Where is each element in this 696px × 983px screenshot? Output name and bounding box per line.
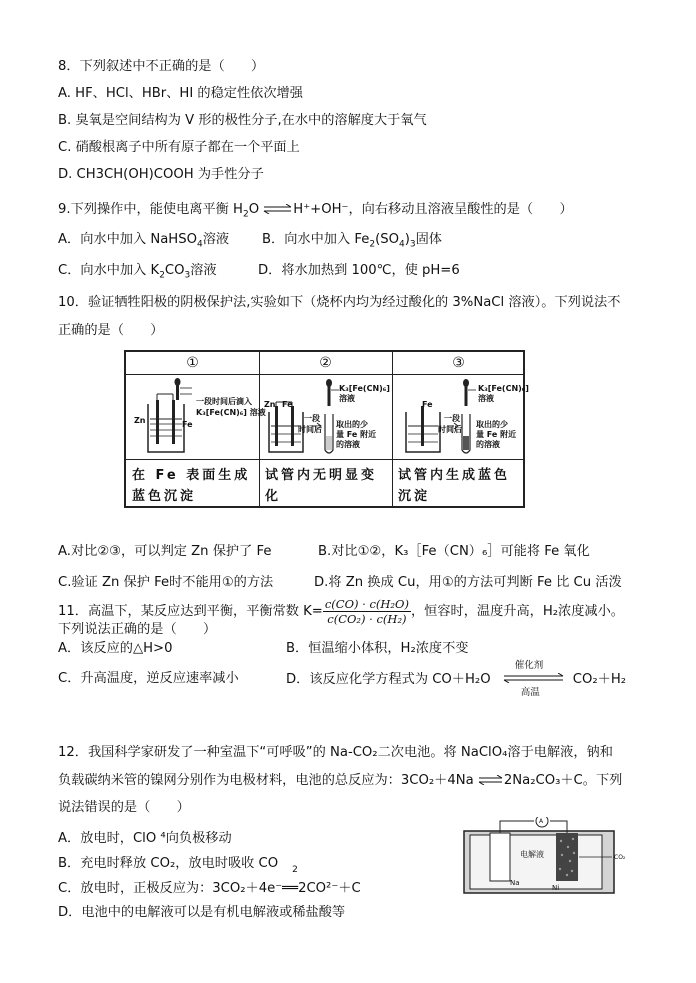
label-sample: 的溶液 (336, 440, 360, 449)
q8-stem: 8．下列叙述中不正确的是（ ） (58, 59, 265, 74)
experiment-number: ② (319, 355, 332, 371)
equilibrium-constant-fraction: $\frac{\text{c(CO) · c(H₂O)}}{\text{c(CO₂) · c(H₂)}}$ (324, 596, 409, 626)
q10-option-a: A.对比②③，可以判定 Zn 保护了 Fe (58, 544, 272, 559)
label-sample: 量 Fe 附近 (336, 430, 377, 439)
equilibrium-arrow-icon (503, 673, 565, 683)
q12-stem-line3: 说法错误的是（ ） (58, 800, 190, 815)
electrolyte-label: 电解液 (520, 850, 544, 859)
equilibrium-arrow-icon (478, 775, 504, 785)
q12-stem-line1: 12．我国科学家研发了一种室温下“可呼吸”的 Na-CO₂二次电池。将 NaClO₄溶于电解液，钠和 (58, 745, 613, 760)
label-fe: Fe (182, 420, 193, 429)
q9-option-b: B．向水中加入 $Fe_2(SO_4)_3$固体 (262, 232, 442, 250)
label-fe: Fe (282, 400, 293, 409)
label-zn: Zn (264, 400, 276, 409)
ni-label: Ni (552, 884, 560, 892)
equilibrium-arrow-icon (263, 204, 293, 214)
q11-option-b: B．恒温缩小体积，H₂浓度不变 (286, 641, 469, 656)
label-sample: 取出的少 (336, 420, 368, 429)
q10-stem-line2: 正确的是（ ） (58, 323, 164, 338)
q9-option-d: D．将水加热到 100℃，使 pH=6 (258, 263, 460, 278)
q9-option-c: C．向水中加入 $K_2CO_3$溶液 (58, 263, 217, 281)
label-reagent: K₃[Fe(CN)₆] 溶液 (196, 408, 266, 417)
experiment-table (124, 350, 529, 508)
table-divider (126, 459, 523, 460)
q12-option-c: C．放电时，正极反应为：3CO₂＋4e⁻══2CO²⁻＋C (58, 881, 361, 896)
q11-option-c: C．升高温度，逆反应速率减小 (58, 671, 239, 686)
battery-cell-icon (462, 817, 632, 895)
q11-option-a: A．该反应的△H>0 (58, 641, 173, 656)
co2-label: CO₂ (614, 854, 626, 861)
q8-option-b: B. 臭氧是空间结构为 V 形的极性分子,在水中的溶解度大于氧气 (58, 113, 427, 128)
q10-option-b: B.对比①②，K₃［Fe（CN）₆］可能将 Fe 氧化 (318, 544, 590, 559)
battery-diagram (462, 817, 632, 895)
q12-stem-line2: 负载碳纳米管的镍网分别作为电极材料，电池的总反应为：3CO₂＋4Na 2Na₂CO₃＋C。下列 (58, 773, 623, 788)
q11-stem: 11．高温下，某反应达到平衡，平衡常数 K= $\frac{\text{c(CO) · c(H₂O)}}{\text{c(CO₂) · c(H₂)}}$ ，恒容时，温度升高，H₂浓度减小。 (58, 596, 624, 626)
ammeter-label: A (539, 818, 544, 825)
q9-stem: 9.下列操作中，能使电离平衡 $H_2O$ H⁺+OH⁻，向右移动且溶液呈酸性的是（ ） (58, 202, 573, 220)
experiment-result: 在 Fe 表面生成蓝色沉淀 (132, 468, 251, 504)
label-sample: 取出的少 (476, 420, 508, 429)
label-after: 时间后 (438, 425, 462, 434)
q11-stem-line2: 下列说法正确的是（ ） (58, 622, 217, 637)
label-after: 一段 (444, 414, 460, 423)
label-sample: 量 Fe 附近 (476, 430, 517, 439)
label-zn: Zn (134, 416, 146, 425)
experiment-result: 试管内无明显变化 (265, 468, 378, 504)
label-reagent: K₃[Fe(CN)₆] (339, 384, 390, 393)
q10-stem-line1: 10．验证牺牲阳极的阴极保护法,实验如下（烧杯内均为经过酸化的 3%NaCl 溶液）。下列说法不 (58, 295, 621, 310)
q12-option-b: B．充电时释放 CO₂，放电时吸收 CO $_2$ (58, 856, 298, 875)
experiment-result: 试管内生成蓝色沉淀 (398, 468, 511, 504)
label-after: 一段 (304, 414, 320, 423)
label-reagent: K₃[Fe(CN)₆] (478, 384, 529, 393)
q8-option-d: D. CH3CH(OH)COOH 为手性分子 (58, 167, 264, 182)
reaction-condition-arrow: 催化剂 高温 (503, 670, 565, 688)
label-note: 一段时间后滴入 (196, 397, 252, 406)
label-solution: 溶液 (339, 394, 355, 403)
label-fe: Fe (422, 400, 433, 409)
q10-option-c: C.验证 Zn 保护 Fe时不能用①的方法 (58, 575, 274, 590)
q11-option-d: D．该反应化学方程式为 CO＋H₂O 催化剂 高温 CO₂＋H₂ (286, 660, 627, 698)
experiment-number: ③ (452, 355, 465, 371)
q12-option-d: D．电池中的电解液可以是有机电解液或稀盐酸等 (58, 905, 346, 920)
q8-option-c: C. 硝酸根离子中所有原子都在一个平面上 (58, 140, 300, 155)
q12-option-a: A．放电时，ClO ⁴向负极移动 (58, 831, 232, 846)
label-sample: 的溶液 (476, 440, 500, 449)
q10-option-d: D.将 Zn 换成 Cu，用①的方法可判断 Fe 比 Cu 活泼 (314, 575, 622, 590)
experiment-number: ① (186, 355, 199, 371)
na-label: Na (510, 879, 520, 887)
label-solution: 溶液 (478, 394, 494, 403)
label-after: 时间后 (298, 425, 322, 434)
q8-option-a: A. HF、HCl、HBr、HI 的稳定性依次增强 (58, 86, 303, 101)
q9-option-a: A．向水中加入 NaHSO$_4$溶液 (58, 232, 230, 250)
